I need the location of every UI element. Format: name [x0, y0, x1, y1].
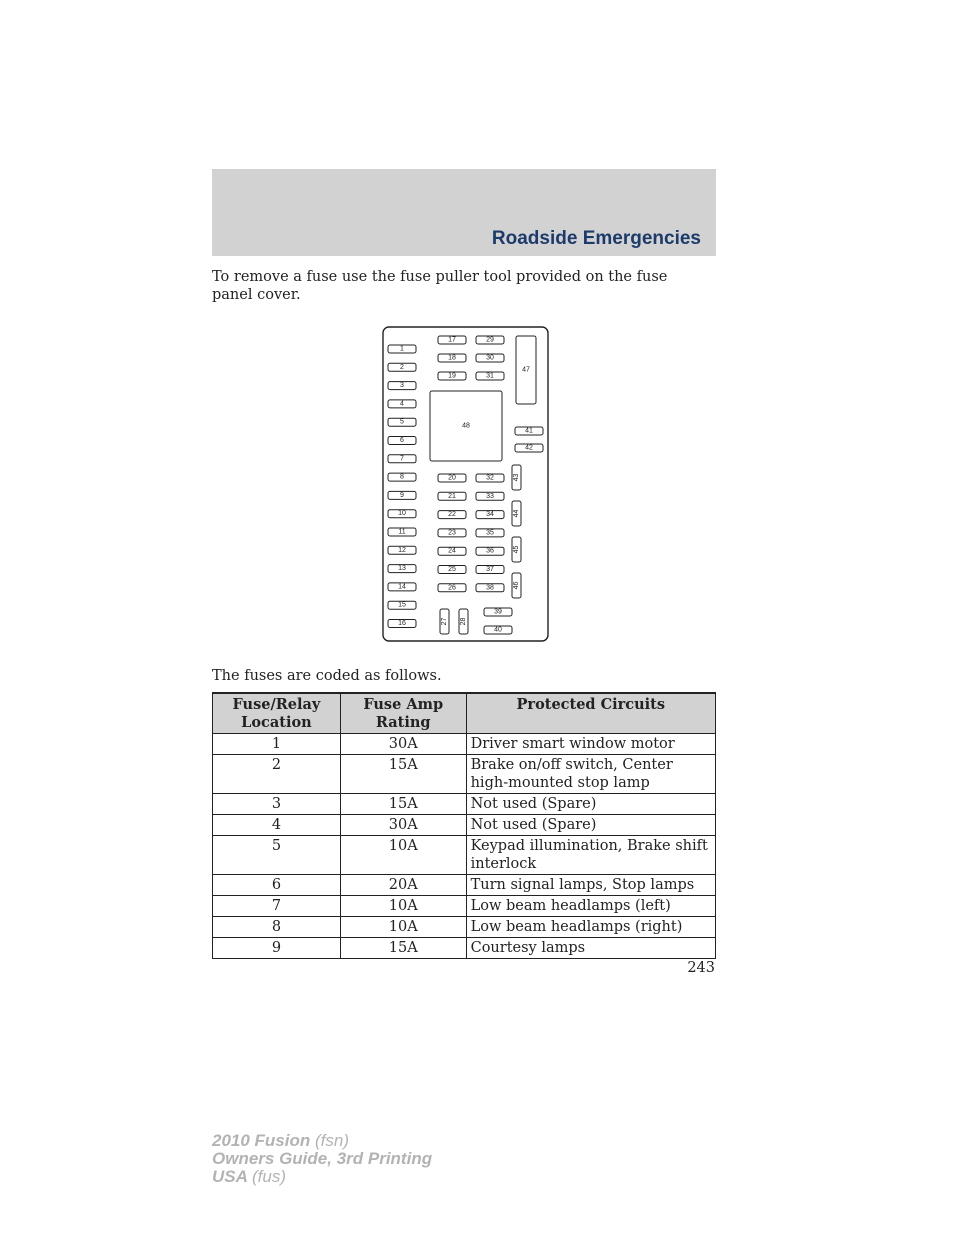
cell-rating: 10A: [340, 917, 466, 938]
fuse-label: 18: [448, 354, 456, 362]
fuse-label: 2: [400, 363, 404, 371]
table-row: [213, 836, 716, 875]
fuse-slot: [438, 566, 466, 574]
table-row: [213, 917, 716, 938]
fuse-slot: [515, 444, 543, 452]
fuse-slot: [388, 565, 416, 573]
fuse-label: 48: [462, 422, 470, 430]
cell-circuit: Courtesy lamps: [466, 938, 715, 959]
fuse-panel-diagram: [382, 326, 550, 648]
table-row: [213, 938, 716, 959]
fuse-label: 13: [398, 565, 406, 573]
fuse-label: 7: [400, 455, 404, 463]
cell-location: 8: [213, 917, 341, 938]
fuse-slot: [430, 391, 502, 461]
fuse-slot: [459, 609, 468, 634]
fuse-label: 25: [448, 566, 456, 573]
fuse-slot: [512, 537, 521, 562]
fuse-label: 26: [448, 584, 456, 592]
footer-model-code: (fsn): [315, 1131, 349, 1150]
fuse-slot: [484, 626, 512, 634]
fuse-label: 1: [400, 345, 404, 353]
table-row: [213, 734, 716, 755]
cell-circuit: Low beam headlamps (right): [466, 917, 715, 938]
fuse-label: 45: [513, 545, 520, 554]
fuse-slot: [476, 566, 504, 574]
footer-model: 2010 Fusion: [212, 1131, 311, 1150]
fuse-slot: [388, 620, 416, 628]
cell-rating: 10A: [340, 896, 466, 917]
fuse-slot: [438, 547, 466, 555]
table-row: [213, 815, 716, 836]
fuse-slot: [388, 437, 416, 445]
fuse-label: 9: [400, 491, 404, 499]
cell-location: 6: [213, 875, 341, 896]
cell-circuit: Driver smart window motor: [466, 734, 715, 755]
cell-circuit: Not used (Spare): [466, 815, 715, 836]
fuse-slot: [388, 345, 416, 353]
cell-circuit: Brake on/off switch, Center high-mounted stop lamp: [466, 755, 715, 794]
fuse-slot: [388, 382, 416, 390]
fuse-slot: [476, 529, 504, 537]
fuse-label: 20: [448, 474, 456, 482]
cell-location: 3: [213, 794, 341, 815]
cell-location: 7: [213, 896, 341, 917]
fuse-slot: [438, 511, 466, 519]
fuse-slot: [388, 473, 416, 481]
fuse-label: 42: [525, 444, 533, 452]
cell-location: 2: [213, 755, 341, 794]
fuse-slot: [388, 546, 416, 554]
fuse-label: 19: [448, 372, 456, 380]
fuse-label: 21: [448, 492, 456, 500]
fuse-label: 23: [448, 529, 456, 537]
document-footer: [212, 1132, 432, 1186]
cell-circuit: Keypad illumination, Brake shift interlock: [466, 836, 715, 875]
fuse-slot: [476, 474, 504, 482]
fuse-panel-svg: [382, 326, 550, 644]
fuse-label: 28: [460, 617, 467, 626]
fuse-slot: [388, 363, 416, 371]
fuse-slot: [388, 528, 416, 536]
cell-location: 5: [213, 836, 341, 875]
footer-market: USA: [212, 1167, 248, 1186]
fuse-label: 16: [398, 620, 406, 627]
fuse-label: 30: [486, 354, 494, 362]
fuse-slot: [388, 601, 416, 609]
fuse-label: 15: [398, 601, 406, 609]
fuse-slot: [440, 609, 449, 634]
fuse-label: 34: [486, 511, 494, 519]
fuse-label: 24: [448, 547, 456, 555]
fuse-label: 14: [398, 583, 406, 591]
fuse-slot: [476, 492, 504, 500]
fuse-slot: [388, 400, 416, 408]
fuse-slot: [438, 529, 466, 537]
fuse-slot: [438, 474, 466, 482]
header-rating: Fuse Amp Rating: [340, 693, 466, 734]
table-row: [213, 755, 716, 794]
section-header-band: [212, 169, 716, 256]
fuse-label: 43: [513, 473, 520, 482]
fuse-label: 5: [400, 418, 404, 426]
cell-location: 9: [213, 938, 341, 959]
footer-guide: Owners Guide, 3rd Printing: [212, 1149, 433, 1168]
fuse-label: 37: [486, 566, 494, 573]
table-row: [213, 896, 716, 917]
intro-paragraph: To remove a fuse use the fuse puller tool provided on the fuse panel cover.: [212, 269, 668, 303]
fuse-slot: [484, 608, 512, 616]
fuse-label: 3: [400, 382, 404, 390]
fuse-label: 38: [486, 584, 494, 592]
fuse-label: 10: [398, 510, 406, 518]
fuse-slot: [476, 372, 504, 380]
cell-location: 1: [213, 734, 341, 755]
cell-circuit: Low beam headlamps (left): [466, 896, 715, 917]
coded-intro: The fuses are coded as follows.: [212, 668, 442, 684]
fuse-label: 35: [486, 529, 494, 537]
fuse-slot: [388, 510, 416, 518]
fuse-label: 4: [400, 400, 404, 408]
fuse-slot: [476, 354, 504, 362]
table-row: [213, 794, 716, 815]
fuse-label: 11: [398, 528, 406, 536]
fuse-slot: [438, 336, 466, 344]
fuse-label: 46: [513, 581, 520, 590]
fuse-label: 27: [441, 617, 448, 626]
fuse-slot: [388, 491, 416, 499]
fuse-slot: [476, 584, 504, 592]
cell-rating: 10A: [340, 836, 466, 875]
fuse-slot: [438, 372, 466, 380]
fuse-slot: [515, 427, 543, 435]
fuse-slot: [512, 501, 521, 526]
fuse-slot: [438, 492, 466, 500]
fuse-slot: [388, 418, 416, 426]
fuse-label: 40: [494, 626, 502, 634]
fuse-table: [212, 692, 716, 959]
fuse-slot: [438, 584, 466, 592]
cell-rating: 15A: [340, 755, 466, 794]
cell-rating: 15A: [340, 938, 466, 959]
fuse-slot: [512, 573, 521, 598]
fuse-label: 17: [448, 336, 456, 344]
fuse-label: 32: [486, 474, 494, 482]
header-location: Fuse/Relay Location: [213, 693, 341, 734]
fuse-slot: [516, 336, 536, 404]
cell-location: 4: [213, 815, 341, 836]
page-number: 243: [687, 960, 715, 976]
footer-market-code: (fus): [252, 1167, 286, 1186]
fuse-label: 8: [400, 473, 404, 481]
fuse-slot: [388, 583, 416, 591]
fuse-label: 41: [525, 427, 533, 435]
fuse-slot: [476, 547, 504, 555]
cell-rating: 20A: [340, 875, 466, 896]
fuse-label: 33: [486, 492, 494, 500]
fuse-slot: [476, 336, 504, 344]
table-row: [213, 875, 716, 896]
fuse-label: 31: [486, 372, 494, 380]
fuse-slot: [476, 511, 504, 519]
fuse-label: 47: [522, 366, 530, 374]
cell-rating: 15A: [340, 794, 466, 815]
section-title: Roadside Emergencies: [491, 228, 701, 249]
cell-rating: 30A: [340, 734, 466, 755]
fuse-label: 22: [448, 511, 456, 519]
fuse-slot: [512, 465, 521, 490]
cell-circuit: Not used (Spare): [466, 794, 715, 815]
fuse-label: 36: [486, 547, 494, 555]
fuse-slot: [388, 455, 416, 463]
fuse-label: 12: [398, 546, 406, 554]
fuse-label: 44: [513, 509, 520, 518]
fuse-label: 39: [494, 608, 502, 616]
cell-circuit: Turn signal lamps, Stop lamps: [466, 875, 715, 896]
cell-rating: 30A: [340, 815, 466, 836]
fuse-slot: [438, 354, 466, 362]
header-circuits: Protected Circuits: [466, 693, 715, 734]
table-header-row: [213, 693, 716, 734]
fuse-label: 29: [486, 336, 494, 344]
fuse-label: 6: [400, 437, 404, 444]
